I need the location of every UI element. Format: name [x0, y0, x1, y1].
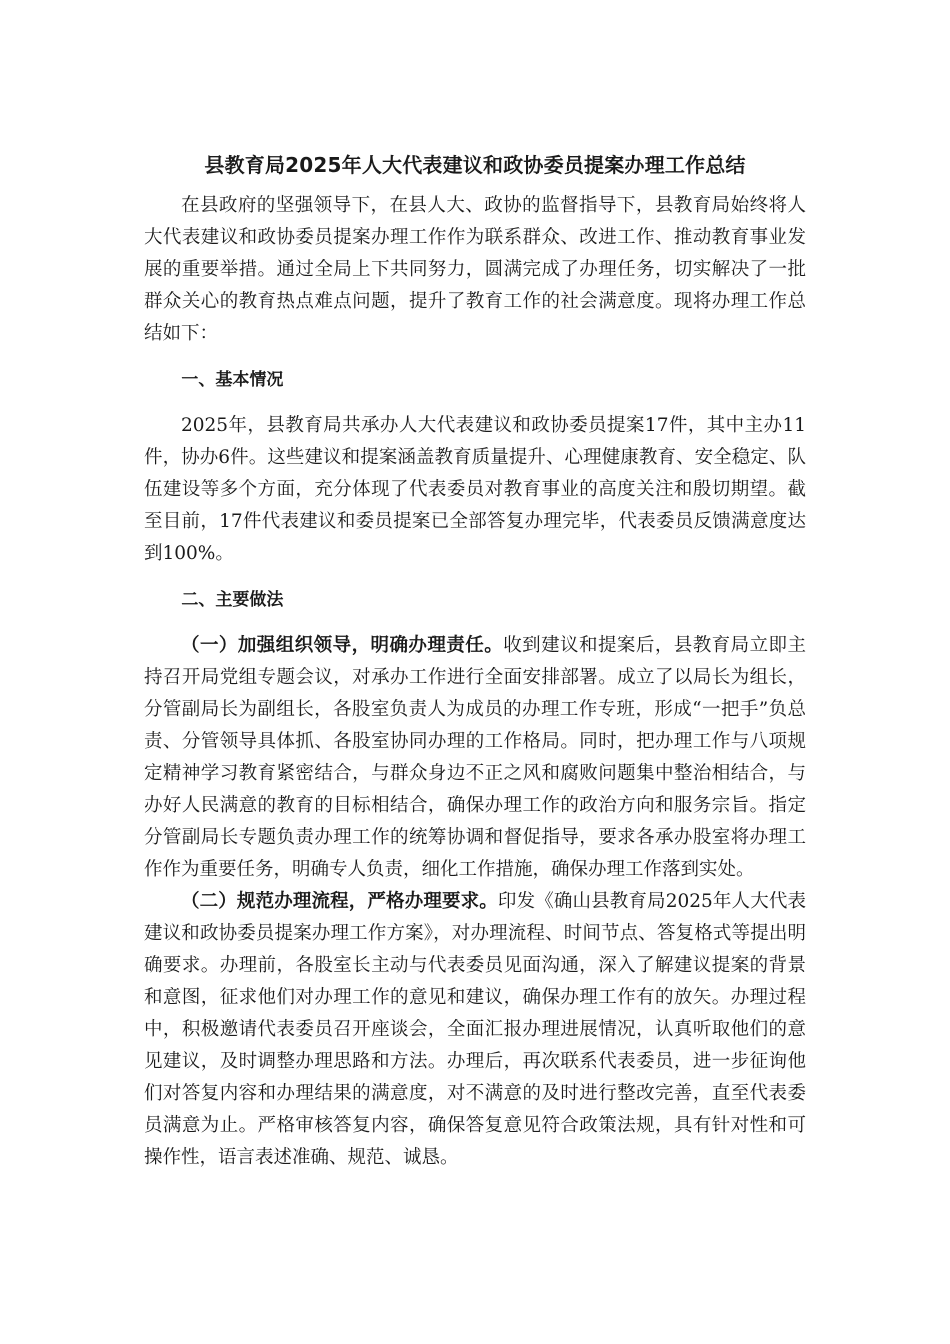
- document-page: [144, 150, 806, 1174]
- measure-paragraph-2: [144, 886, 806, 1174]
- measure-2-body: 印发《确山县教育局2025年人大代表建议和政协委员提案办理工作方案》，对办理流程、时间节点、答复格式等提出明确要求。办理前，各股室长主动与代表委员见面沟通，深入了解建议提案的背景和意图，征求他们对办理工作的意见和建议，确保办理工作有的放矢。办理过程中，积极邀请代表委员召开座谈会，全面汇报办理进展情况，认真听取他们的意见建议，及时调整办理思路和方法。办理后，再次联系代表委员，进一步征询他们对答复内容和办理结果的满意度，对不满意的及时进行整改完善，直至代表委员满意为止。严格审核答复内容，确保答复意见符合政策法规，具有针对性和可操作性，语言表述准确、规范、诚恳。: [144, 891, 806, 1168]
- document-title: 县教育局2025年人大代表建议和政协委员提案办理工作总结: [204, 153, 746, 177]
- measure-1-body: 收到建议和提案后，县教育局立即主持召开局党组专题会议，对承办工作进行全面安排部署。成立了以局长为组长，分管副局长为副组长，各股室负责人为成员的办理工作专班，形成“一把手”负总责、分管领导具体抓、各股室协同办理的工作格局。同时，把办理工作与八项规定精神学习教育紧密结合，与群众身边不正之风和腐败问题集中整治相结合，与办好人民满意的教育的目标相结合，确保办理工作的政治方向和服务宗旨。指定分管副局长专题负责办理工作的统筹协调和督促指导，要求各承办股室将办理工作作为重要任务，明确专人负责，细化工作措施，确保办理工作落到实处。: [144, 635, 806, 880]
- measure-paragraph-1: [144, 630, 806, 886]
- section-heading-basic: 一、基本情况: [181, 370, 284, 390]
- basic-situation-paragraph: 2025年，县教育局共承办人大代表建议和政协委员提案17件，其中主办11件，协办6件。这些建议和提案涵盖教育质量提升、心理健康教育、安全稳定、队伍建设等多个方面，充分体现了代表委员对教育事业的高度关注和殷切期望。截至目前，17件代表建议和委员提案已全部答复办理完毕，代表委员反馈满意度达到100%。: [144, 415, 806, 564]
- measure-2-lead: （二）规范办理流程，严格办理要求。: [181, 891, 498, 912]
- intro-paragraph: 在县政府的坚强领导下，在县人大、政协的监督指导下，县教育局始终将人大代表建议和政协委员提案办理工作作为联系群众、改进工作、推动教育事业发展的重要举措。通过全局上下共同努力，圆满完成了办理任务，切实解决了一批群众关心的教育热点难点问题，提升了教育工作的社会满意度。现将办理工作总结如下：: [144, 195, 806, 344]
- measure-1-lead: （一）加强组织领导，明确办理责任。: [181, 635, 504, 656]
- section-heading-measures: 二、主要做法: [181, 590, 284, 610]
